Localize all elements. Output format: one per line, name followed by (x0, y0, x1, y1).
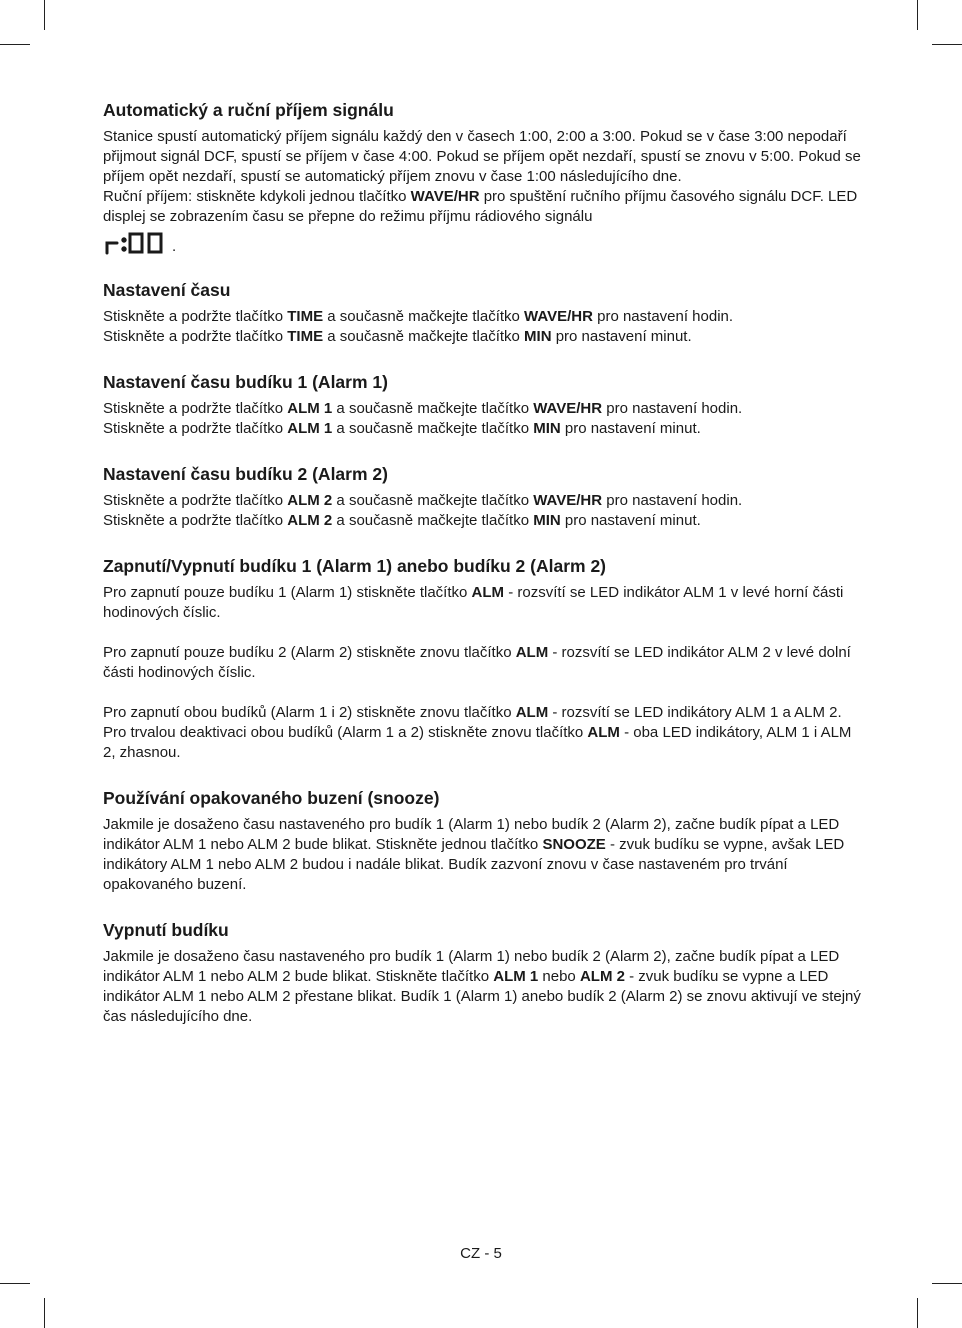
document-body (103, 99, 863, 1051)
paragraph: Stanice spustí automatický příjem signálu každý den v časech 1:00, 2:00 a 3:00. Pokud se v čase 3:00 nepodaří přijmout signál DCF, spustí se příjem v čase 4:00. Pokud se příjem opět nezdaří, spustí se znovu v 5:00. Pokud se příjem opět nezdaří, spustí se automatický příjem znovu v čase 1:00 následujícího dne. (103, 128, 861, 185)
section-snooze (103, 787, 863, 895)
paragraph: Stiskněte a podržte tlačítko ALM 1 a současně mačkejte tlačítko MIN pro nastavení minut. (103, 420, 701, 437)
section-auto-manual-reception (103, 99, 863, 255)
paragraph: Ruční příjem: stiskněte kdykoli jednou tlačítko WAVE/HR pro spuštění ručního příjmu časového signálu DCF. LED displej se zobrazením času se přepne do režimu příjmu rádiového signálu (103, 188, 858, 225)
led-display-icon (105, 231, 169, 255)
crop-mark (0, 1283, 30, 1284)
crop-mark (932, 44, 962, 45)
section-alarm1-setting (103, 371, 863, 439)
crop-mark (932, 1283, 962, 1284)
paragraph: Stiskněte a podržte tlačítko ALM 1 a současně mačkejte tlačítko WAVE/HR pro nastavení hodin. (103, 400, 743, 417)
crop-mark (0, 44, 30, 45)
led-display-line: . (103, 227, 863, 255)
section-title: Zapnutí/Vypnutí budíku 1 (Alarm 1) anebo budíku 2 (Alarm 2) (103, 556, 607, 576)
section-title: Nastavení času budíku 1 (Alarm 1) (103, 372, 388, 392)
crop-mark (917, 0, 918, 30)
section-title: Vypnutí budíku (103, 920, 229, 940)
paragraph: Pro trvalou deaktivaci obou budíků (Alarm 1 a 2) stiskněte znovu tlačítko ALM - oba LED indikátory, ALM 1 i ALM 2, zhasnou. (103, 724, 852, 761)
paragraph: Jakmile je dosaženo času nastaveného pro budík 1 (Alarm 1) nebo budík 2 (Alarm 2), začne budík pípat a LED indikátor ALM 1 nebo ALM 2 bude blikat. Stiskněte jednou tlačítko SNOOZE - zvuk budíku se vypne, avšak LED indikátory ALM 1 nebo ALM 2 budou i nadále blikat. Budík zazvoní znovu v čase nastaveném pro trvání opakovaného buzení. (103, 816, 845, 893)
paragraph: Pro zapnutí pouze budíku 2 (Alarm 2) stiskněte znovu tlačítko ALM - rozsvítí se LED indikátor ALM 2 v levé dolní části hodinových číslic. (103, 644, 851, 681)
crop-mark (917, 1298, 918, 1328)
section-alarm2-setting (103, 463, 863, 531)
paragraph: Stiskněte a podržte tlačítko ALM 2 a současně mačkejte tlačítko MIN pro nastavení minut. (103, 512, 701, 529)
paragraph: Stiskněte a podržte tlačítko TIME a současně mačkejte tlačítko MIN pro nastavení minut. (103, 328, 692, 345)
crop-mark (44, 0, 45, 30)
paragraph: Pro zapnutí pouze budíku 1 (Alarm 1) stiskněte tlačítko ALM - rozsvítí se LED indikátor ALM 1 v levé horní části hodinových číslic. (103, 584, 844, 621)
section-title: Nastavení času (103, 280, 231, 300)
section-alarm-off (103, 919, 863, 1027)
paragraph: Jakmile je dosaženo času nastaveného pro budík 1 (Alarm 1) nebo budík 2 (Alarm 2), začne budík pípat a LED indikátor ALM 1 nebo ALM 2 bude blikat. Stiskněte tlačítko ALM 1 nebo ALM 2 - zvuk budíku se vypne a LED indikátor ALM 1 nebo ALM 2 přestane blikat. Budík 1 (Alarm 1) anebo budík 2 (Alarm 2) se znovu aktivují ve stejný čas následujícího dne. (103, 948, 861, 1025)
paragraph: Stiskněte a podržte tlačítko TIME a současně mačkejte tlačítko WAVE/HR pro nastavení hodin. (103, 308, 734, 325)
page-number: CZ - 5 (460, 1245, 502, 1262)
section-title: Automatický a ruční příjem signálu (103, 100, 394, 120)
button-name: WAVE/HR (410, 188, 480, 205)
paragraph: Pro zapnutí obou budíků (Alarm 1 i 2) stiskněte znovu tlačítko ALM - rozsvítí se LED indikátory ALM 1 a ALM 2. (103, 704, 842, 721)
crop-mark (44, 1298, 45, 1328)
section-title: Používání opakovaného buzení (snooze) (103, 788, 440, 808)
section-title: Nastavení času budíku 2 (Alarm 2) (103, 464, 388, 484)
section-alarm-on-off (103, 555, 863, 763)
section-time-setting (103, 279, 863, 347)
paragraph: Stiskněte a podržte tlačítko ALM 2 a současně mačkejte tlačítko WAVE/HR pro nastavení hodin. (103, 492, 743, 509)
